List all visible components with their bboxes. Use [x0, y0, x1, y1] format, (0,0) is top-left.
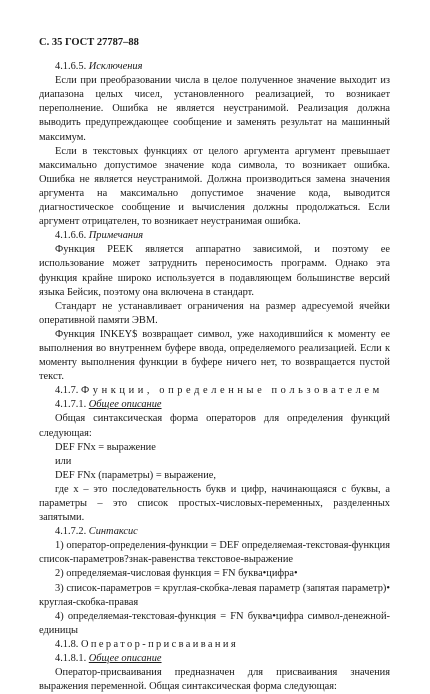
paragraph-text-functions: Если в текстовых функциях от целого аргумента аргумент превышает максимально допустимое значение кода символа, то возникает ошибка. Ошибка не является неустранимой. Должна производиться замена значения аргумента на максимально допустимое значение кода, выводится диагностическое сообщение и вычисления должны продолжаться. Если аргумент отрицателен, то возникает неустранимая ошибка. [39, 145, 390, 228]
syntax-form-1: DEF FNx = выражение [55, 441, 156, 453]
section-heading-4-1-6-5 [39, 60, 390, 74]
section-number: 4.1.7. [55, 385, 79, 397]
syntax-rule-1: 1) оператор-определения-функции = DEF определяемая-текстовая-функция список-параметров?знак-равенства текстовое-выражение [39, 540, 390, 566]
or-word: или [55, 455, 72, 467]
paragraph-def-intro: Общая синтаксическая форма операторов для определения функций следующая: [39, 413, 390, 439]
section-title: Оператор-присваивания [81, 638, 239, 650]
section-heading-4-1-8 [39, 638, 390, 652]
paragraph-assignment: Оператор-присваивания предназначен для присваивания значения выражения переменной. Общая синтаксическая форма следующая: [39, 667, 390, 693]
syntax-rule-4: 4) определяемая-текстовая-функция = FN буква•цифра символ-денежной-единицы [39, 610, 390, 636]
page-header: С. 35 ГОСТ 27787–88 [39, 37, 139, 48]
section-heading-4-1-7-2 [39, 525, 390, 539]
section-heading-4-1-7-1 [39, 398, 390, 412]
section-title: Общее описание [88, 653, 162, 665]
section-heading-4-1-6-6 [39, 229, 390, 243]
section-number: 4.1.6.5. [55, 61, 87, 73]
paragraph-where-x: где x – это последовательность букв и цифр, начинающаяся с буквы, а параметры – это список простых-числовых-переменных, разделенных запятыми. [39, 483, 390, 524]
section-number: 4.1.7.1. [55, 399, 87, 411]
section-number: 4.1.8. [55, 638, 79, 650]
section-title: Исключения [88, 61, 143, 73]
section-title: Примечания [88, 230, 144, 242]
syntax-rule-2: 2) определяемая-числовая функция = FN буква•цифра• [55, 568, 298, 580]
section-heading-4-1-8-1 [39, 652, 390, 666]
paragraph-inkey: Функция INKEY$ возвращает символ, уже находившийся к моменту ее выполнения во внутреннем буфере ввода, определяемого реализацией. Если к моменту выполнения функции в буфере ничего нет, то возвращается пустой текст. [39, 328, 390, 383]
paragraph-peek: Функция PEEK является аппаратно зависимой, и поэтому ее использование может затруднить переносимость программ. Однако эта функция крайне широко используется в подавляющем большинстве версий языка Бейсик, поэтому она включена в стандарт. [39, 244, 390, 298]
paragraph-memory-cell: Стандарт не устанавливает ограничения на размер адресуемой ячейки оперативной памяти ЭВМ. [39, 300, 390, 326]
section-heading-4-1-7 [39, 384, 390, 398]
section-title: Синтаксис [88, 526, 138, 538]
section-number: 4.1.6.6. [55, 230, 87, 242]
section-title: Общее описание [88, 399, 162, 411]
paragraph-overflow: Если при преобразовании числа в целое полученное значение выходит из диапазона целых чисел, установленного реализацией, то возникает переполнение. Ошибка не является неустранимой. Реализация должна выводить предупреждающее сообщение и заменять результат на машинный максимум. [39, 75, 390, 143]
syntax-form-2: DEF FNx (параметры) = выражение, [55, 469, 216, 481]
section-title: Функции, определенные пользователем [81, 385, 383, 397]
section-number: 4.1.8.1. [55, 653, 87, 665]
syntax-rule-3: 3) список-параметров = круглая-скобка-левая параметр (запятая параметр)• круглая-скобка-правая [39, 582, 390, 608]
section-number: 4.1.7.2. [55, 526, 87, 538]
